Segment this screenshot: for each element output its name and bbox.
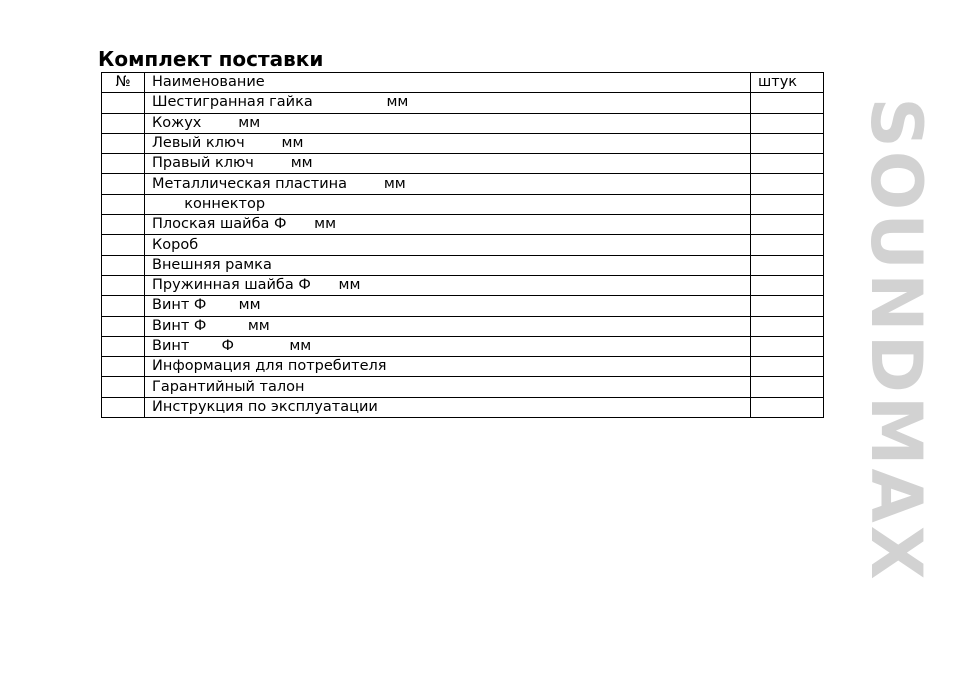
row-number [102,133,145,153]
table-row [102,316,824,336]
table-row [102,296,824,316]
table-row [102,275,824,295]
table-row [102,336,824,356]
row-quantity [751,377,824,397]
table-row [102,377,824,397]
row-name: Винт Ф мм [145,316,751,336]
row-number [102,215,145,235]
row-quantity [751,113,824,133]
table-row [102,93,824,113]
table-row [102,255,824,275]
table-header-row [102,73,824,93]
row-name: Короб [145,235,751,255]
row-quantity [751,215,824,235]
row-quantity [751,296,824,316]
row-number [102,275,145,295]
row-number [102,296,145,316]
header-quantity: штук [751,73,824,93]
row-number [102,397,145,417]
row-name: Винт Ф мм [145,336,751,356]
row-name: Информация для потребителя [145,357,751,377]
row-name: Кожух мм [145,113,751,133]
row-name: Гарантийный талон [145,377,751,397]
row-quantity [751,194,824,214]
row-name: Плоская шайба Ф мм [145,215,751,235]
row-number [102,336,145,356]
row-quantity [751,316,824,336]
row-number [102,194,145,214]
table-row [102,133,824,153]
table-row [102,113,824,133]
table-row [102,357,824,377]
row-name: Инструкция по эксплуатации [145,397,751,417]
row-number [102,316,145,336]
page-title: Комплект поставки [98,47,324,71]
row-number [102,357,145,377]
package-contents-table [101,72,824,418]
row-quantity [751,336,824,356]
row-number [102,377,145,397]
row-number [102,255,145,275]
row-name: Внешняя рамка [145,255,751,275]
row-quantity [751,235,824,255]
row-quantity [751,255,824,275]
header-number: № [102,73,145,93]
row-name: Правый ключ мм [145,154,751,174]
row-name: Металлическая пластина мм [145,174,751,194]
row-name: Шестигранная гайка мм [145,93,751,113]
table-row [102,194,824,214]
table-row [102,154,824,174]
brand-logo: SOUNDMAX [855,97,937,583]
row-number [102,154,145,174]
row-name: Пружинная шайба Ф мм [145,275,751,295]
header-name: Наименование [145,73,751,93]
table-row [102,174,824,194]
row-number [102,174,145,194]
row-quantity [751,93,824,113]
row-quantity [751,174,824,194]
row-quantity [751,397,824,417]
table-row [102,215,824,235]
table-row [102,235,824,255]
row-number [102,235,145,255]
row-quantity [751,154,824,174]
row-quantity [751,133,824,153]
row-quantity [751,357,824,377]
row-name: Левый ключ мм [145,133,751,153]
row-name: коннектор [145,194,751,214]
row-number [102,93,145,113]
row-name: Винт Ф мм [145,296,751,316]
row-number [102,113,145,133]
row-quantity [751,275,824,295]
table-row [102,397,824,417]
